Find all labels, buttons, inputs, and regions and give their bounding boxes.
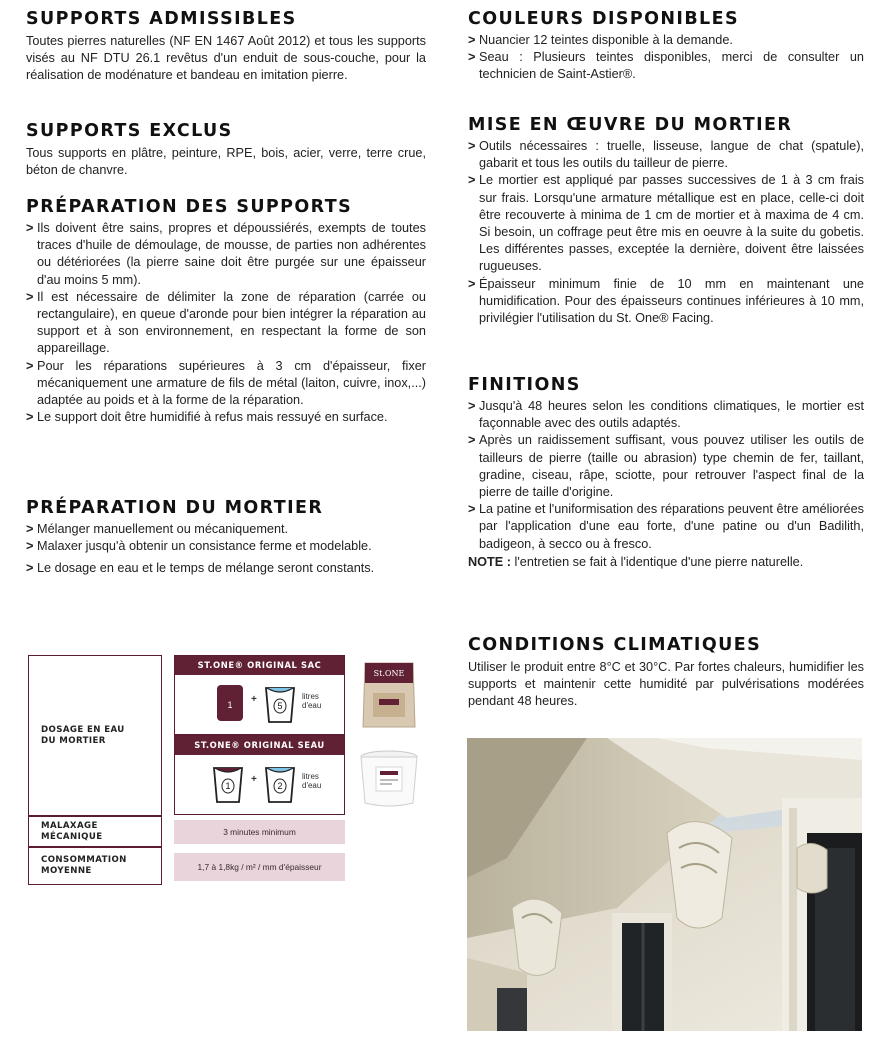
finitions-title: FINITIONS: [468, 375, 581, 395]
list-item: > Jusqu'à 48 heures selon les conditions climatiques, le mortier est façonnable avec des outils adaptés.: [468, 398, 864, 432]
dosage-label-box: [28, 655, 162, 817]
litres-line2: d'eau: [302, 701, 322, 710]
dosage-label-line1: DOSAGE EN EAU: [41, 725, 125, 735]
list-item: > Outils nécessaires : truelle, lisseuse, langue de chat (spatule), gabarit et tous les outils du tailleur de pierre.: [468, 138, 864, 172]
bag-icon: [215, 683, 245, 723]
water-bucket-icon: [263, 682, 297, 726]
litres-line2: d'eau: [302, 781, 322, 790]
couleurs-title: COULEURS DISPONIBLES: [468, 9, 739, 29]
section-couleurs: [468, 8, 864, 84]
seau-product-box: [174, 735, 345, 815]
mise-en-oeuvre-title: MISE EN ŒUVRE DU MORTIER: [468, 115, 793, 135]
seau-header: ST.ONE® ORIGINAL SEAU: [175, 736, 344, 755]
mise-en-oeuvre-list: [468, 138, 864, 327]
section-supports-exclus: [26, 120, 426, 179]
preparation-mortier-list: [26, 521, 426, 578]
note-text: l'entretien se fait à l'identique d'une pierre naturelle.: [511, 554, 804, 569]
seau-product-image: [358, 747, 420, 809]
supports-admissibles-text: Toutes pierres naturelles (NF EN 1467 Août 2012) et tous les supports visés au NF DTU 26.1 revêtus d'un enduit de sous-couche, pour la réalisation de modénature et bandeau en imitation pierre.: [26, 34, 426, 83]
list-item: > Le dosage en eau et le temps de mélange seront constants.: [26, 560, 426, 577]
malaxage-label-line2: MÉCANIQUE: [41, 832, 103, 842]
consommation-label-box: [28, 846, 162, 885]
section-preparation-mortier: [26, 497, 426, 578]
list-item: > Épaisseur minimum finie de 10 mm en maintenant une humidification. Pour des épaisseurs continues inférieures à 10 mm, privilégier l'utilisation du St. One® Facing.: [468, 276, 864, 328]
finitions-list: [468, 398, 864, 553]
consommation-label: [41, 855, 127, 877]
preparation-supports-title: PRÉPARATION DES SUPPORTS: [26, 197, 353, 217]
sac-brand-text: St.ONE: [373, 669, 405, 678]
list-item: > Nuancier 12 teintes disponible à la demande.: [468, 32, 864, 49]
plus-sign: +: [251, 694, 257, 705]
preparation-mortier-title: PRÉPARATION DU MORTIER: [26, 498, 324, 518]
conditions-text: Utiliser le produit entre 8°C et 30°C. Par fortes chaleurs, humidifier les supports et maintenir cette humidité par pulvérisations modérées pendant 48 heures.: [468, 660, 864, 709]
list-item: > Ils doivent être sains, propres et dépoussiérés, exempts de toutes traces d'huile de démoulage, de mousse, de parties non adhérentes ou détériorées (la pierre saine doit être purgée sur une épaisseur d'au moins 5 mm).: [26, 220, 426, 289]
list-item: > Malaxer jusqu'à obtenir un consistance ferme et modelable.: [26, 538, 426, 555]
couleurs-list: [468, 32, 864, 84]
seau-water-value: 2: [277, 781, 283, 791]
consommation-label-line1: CONSOMMATION: [41, 855, 127, 865]
litres-line1: litres: [302, 772, 319, 781]
dosage-label: [41, 725, 125, 747]
conditions-title: CONDITIONS CLIMATIQUES: [468, 635, 762, 655]
facade-photo: [467, 738, 862, 1031]
sac-litres-label: [302, 692, 321, 710]
supports-admissibles-title: SUPPORTS ADMISSIBLES: [26, 9, 297, 29]
list-item: > Seau : Plusieurs teintes disponibles, merci de consulter un technicien de Saint-Astier®.: [468, 49, 864, 83]
section-conditions: [468, 634, 864, 711]
section-supports-admissibles: [26, 8, 426, 85]
list-item: > Pour les réparations supérieures à 3 cm d'épaisseur, fixer mécaniquement une armature de fils de métal (laiton, cuivre, inox,...) adaptée au poids et à la forme de la réparation.: [26, 358, 426, 410]
console-left: [512, 899, 562, 975]
supports-exclus-text: Tous supports en plâtre, peinture, RPE, bois, acier, verre, terre crue, béton de chanvre.: [26, 146, 426, 178]
note-label: NOTE :: [468, 554, 511, 569]
sac-product-box: [174, 655, 345, 735]
list-item: > Mélanger manuellement ou mécaniquement.: [26, 521, 426, 538]
sac-water-value: 5: [277, 701, 283, 711]
malaxage-label: [41, 821, 103, 843]
list-item: > Le support doit être humidifié à refus mais ressuyé en surface.: [26, 409, 426, 426]
mortar-bucket-icon: [211, 762, 245, 806]
consommation-value: 1,7 à 1,8kg / m² / mm d'épaisseur: [174, 853, 345, 881]
seau-bucket-value: 1: [225, 781, 231, 791]
sac-product-image: [359, 659, 419, 731]
dosage-label-line2: DU MORTIER: [41, 736, 106, 746]
consommation-label-line2: MOYENNE: [41, 866, 92, 876]
finitions-note: [468, 554, 864, 571]
sac-header: ST.ONE® ORIGINAL SAC: [175, 656, 344, 675]
console-right: [667, 822, 732, 928]
malaxage-value: 3 minutes minimum: [174, 820, 345, 844]
section-mise-en-oeuvre: [468, 114, 864, 327]
litres-line1: litres: [302, 692, 319, 701]
section-finitions: [468, 374, 864, 571]
list-item: > Après un raidissement suffisant, vous pouvez utiliser les outils de tailleurs de pierre (taille ou abrasion) type chemin de fer, taillant, gradine, ciseau, râpe, sciotte, pour retrouver l'aspect final de la pierre de taille d'origine.: [468, 432, 864, 501]
list-item: > La patine et l'uniformisation des réparations peuvent être améliorées par l'application d'une eau forte, d'une patine ou d'un Badilith, badigeon, à secco ou à fresco.: [468, 501, 864, 553]
preparation-supports-list: [26, 220, 426, 426]
bag-value: 1: [227, 700, 233, 710]
water-bucket-icon: [263, 762, 297, 806]
section-preparation-supports: [26, 196, 426, 426]
malaxage-label-line1: MALAXAGE: [41, 821, 98, 831]
plus-sign: +: [251, 774, 257, 785]
malaxage-label-box: [28, 815, 162, 848]
list-item: > Le mortier est appliqué par passes successives de 1 à 3 cm frais sur frais. Lorsqu'une armature métallique est en place, celle-ci doit être recouverte à minima de 1 cm de mortier et à maxima de 4 cm. Si besoin, un coffrage peut être mis en oeuvre à la suite du gobetis. Les différentes passes, exceptée la dernière, doivent être laissées rugueuses.: [468, 172, 864, 275]
list-item: > Il est nécessaire de délimiter la zone de réparation (carrée ou rectangulaire), en queue d'aronde pour bien intégrer la réparation au support et à son environnement, en respectant la forme de son appareillage.: [26, 289, 426, 358]
supports-exclus-title: SUPPORTS EXCLUS: [26, 121, 233, 141]
dosage-table: [28, 655, 418, 885]
seau-litres-label: [302, 772, 321, 790]
